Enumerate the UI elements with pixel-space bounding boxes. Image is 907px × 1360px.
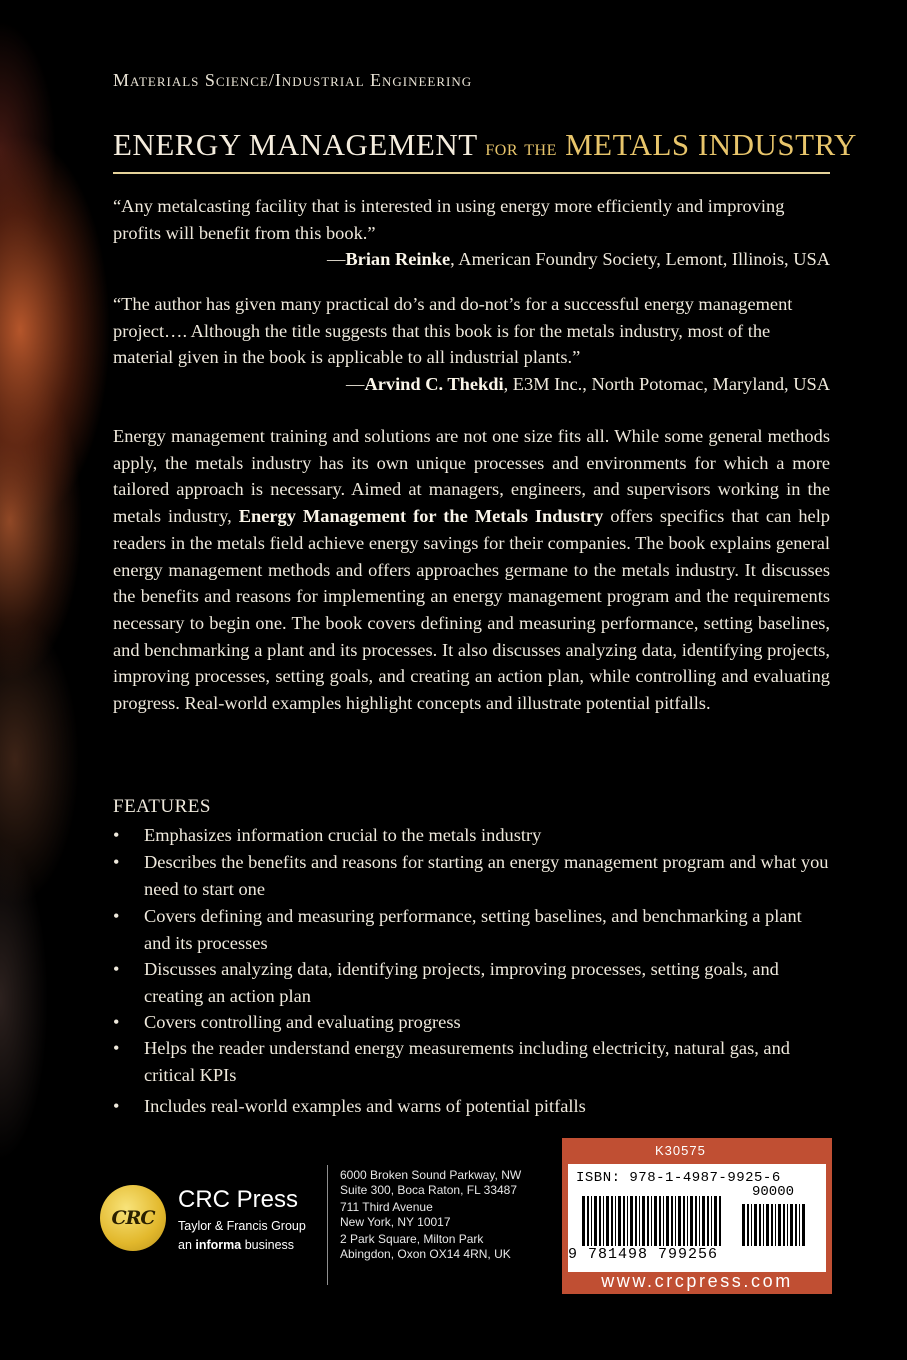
bullet-3: •	[113, 906, 120, 926]
barcode-addon: 90000	[752, 1184, 795, 1200]
barcode-bars-icon	[582, 1196, 722, 1246]
crc-logo-icon	[100, 1185, 166, 1251]
description-bold-title: Energy Management for the Metals Industry	[238, 506, 604, 527]
bullet-4: •	[113, 959, 120, 979]
address-line-5: 2 Park Square, Milton Park	[340, 1232, 484, 1246]
quote-1-attribution	[113, 246, 830, 273]
feature-text-5: Covers controlling and evaluating progress	[144, 1012, 461, 1032]
book-description	[113, 423, 830, 717]
address-divider	[327, 1165, 328, 1285]
barcode-code: K30575	[655, 1143, 706, 1158]
quote-1-author: Brian Reinke	[345, 249, 451, 270]
crc-logo-text: CRC	[111, 1207, 155, 1229]
quote-1	[113, 193, 830, 273]
title-part-3: METALS INDUSTRY	[565, 127, 857, 162]
quote-2-text: “The author has given many practical do’s and do-not’s for a successful energy management project…. Although the title suggests that this book is for the metals industry, most of the material given in the book is applicable to all industrial plants.”	[113, 294, 793, 368]
informa-an: an	[178, 1238, 196, 1252]
bullet-5: •	[113, 1012, 120, 1032]
address-line-2: Suite 300, Boca Raton, FL 33487	[340, 1183, 518, 1197]
publisher-informa-line	[178, 1238, 294, 1252]
feature-text-2: Describes the benefits and reasons for starting an energy management program and what you need to start one	[144, 852, 829, 899]
bullet-1: •	[113, 825, 120, 845]
feature-text-7: Includes real-world examples and warns of potential pitfalls	[144, 1096, 586, 1116]
quote-1-dash: —	[327, 249, 346, 270]
title-part-1: ENERGY MANAGEMENT	[113, 127, 478, 162]
feature-text-3: Covers defining and measuring performance, setting baselines, and benchmarking a plant and its processes	[144, 906, 802, 953]
description-before: Energy management training and solutions are not one size fits all. While some general methods apply, the metals industry has its own unique processes and environments for which a more tailored approach is necessary. Aimed at managers, engineers, and supervisors working in the metals industry,	[113, 426, 830, 527]
publisher-group: Taylor & Francis Group	[178, 1219, 306, 1233]
features-heading: FEATURES	[113, 796, 211, 817]
quote-2-attribution	[113, 371, 830, 398]
book-title	[113, 127, 857, 163]
address-line-3: 711 Third Avenue	[340, 1200, 433, 1214]
informa-business: business	[241, 1238, 295, 1252]
quote-2	[113, 291, 830, 398]
feature-text-6: Helps the reader understand energy measurements including electricity, natural gas, and critical KPIs	[144, 1038, 790, 1085]
quote-2-dash: —	[346, 374, 365, 395]
address-line-1: 6000 Broken Sound Parkway, NW	[340, 1168, 522, 1182]
feature-text-4: Discusses analyzing data, identifying projects, improving processes, setting goals, and creating an action plan	[144, 959, 779, 1006]
series-text: Materials Science/Industrial Engineering	[113, 70, 473, 90]
publisher-name: CRC Press	[178, 1186, 299, 1213]
bullet-7: •	[113, 1096, 120, 1116]
barcode-addon-bars-icon	[742, 1204, 808, 1246]
address-line-6: Abingdon, Oxon OX14 4RN, UK	[340, 1247, 511, 1261]
isbn-text: ISBN: 978-1-4987-9925-6	[576, 1170, 781, 1186]
quote-1-text: “Any metalcasting facility that is interested in using energy more efficiently and improving profits will benefit from this book.”	[113, 196, 785, 243]
address-line-4: New York, NY 10017	[340, 1215, 451, 1229]
title-part-2: for the	[485, 135, 557, 160]
bullet-2: •	[113, 852, 120, 872]
bullet-6: •	[113, 1038, 120, 1058]
quote-2-affiliation: , E3M Inc., North Potomac, Maryland, USA	[503, 374, 830, 395]
title-underline	[113, 172, 830, 174]
barcode-number: 9 781498 799256	[568, 1246, 719, 1263]
series-label	[113, 70, 472, 91]
quote-1-affiliation: , American Foundry Society, Lemont, Illinois, USA	[450, 249, 830, 270]
quote-2-author: Arvind C. Thekdi	[364, 374, 504, 395]
feature-text-1: Emphasizes information crucial to the metals industry	[144, 825, 542, 845]
publisher-url: www.crcpress.com	[601, 1271, 793, 1291]
description-after: offers specifics that can help readers in the metals field achieve energy savings for their companies. The book explains general energy management methods and offers approaches germane to the metals industry. It discusses the benefits and reasons for implementing an energy management program and the requirements necessary to begin one. The book covers defining and measuring performance, setting baselines, and benchmarking a plant and its processes. It also discusses analyzing data, identifying projects, improving processes, setting goals, and creating an action plan, while controlling and evaluating progress. Real-world examples highlight concepts and illustrate potential pitfalls.	[113, 506, 830, 714]
informa-word: informa	[195, 1238, 242, 1252]
